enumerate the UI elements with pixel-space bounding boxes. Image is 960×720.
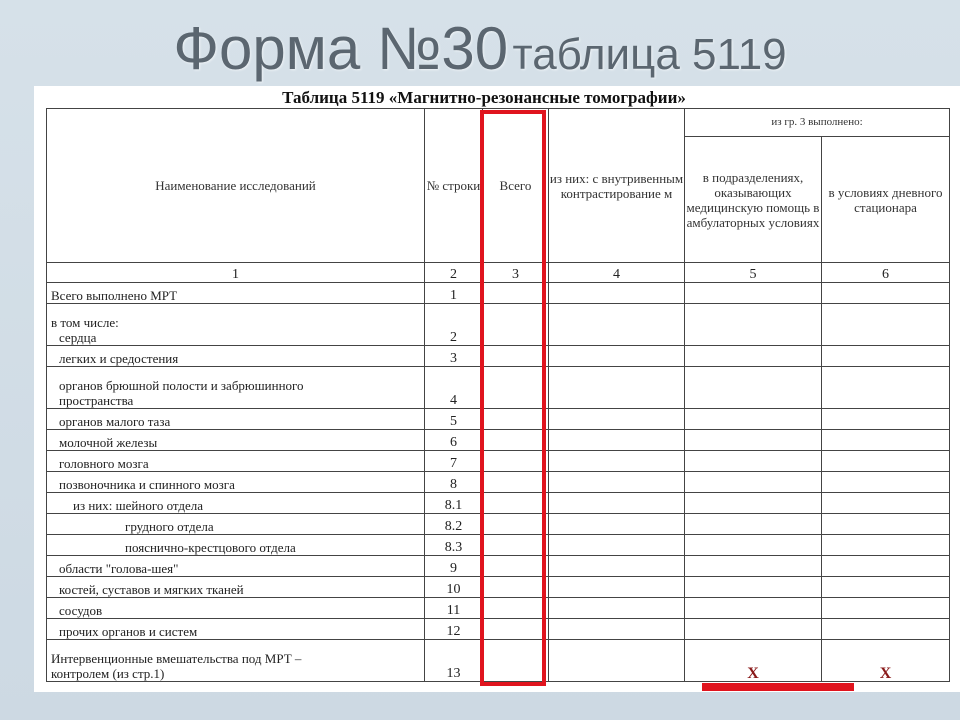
col-number: 2 bbox=[425, 263, 483, 283]
cell-contrast[interactable] bbox=[549, 283, 685, 304]
row-name-line: Интервенционные вмешательства под МРТ – bbox=[51, 651, 302, 666]
x-mark-underline bbox=[702, 683, 854, 691]
row-number: 10 bbox=[425, 577, 483, 598]
cell-ambulatory[interactable] bbox=[685, 598, 822, 619]
row-name: органов малого таза bbox=[47, 409, 425, 430]
row-number: 12 bbox=[425, 619, 483, 640]
row-number: 7 bbox=[425, 451, 483, 472]
cell-ambulatory[interactable] bbox=[685, 535, 822, 556]
row-number: 1 bbox=[425, 283, 483, 304]
row-name-line: органов брюшной полости и забрюшинного bbox=[59, 378, 304, 393]
row-number: 8 bbox=[425, 472, 483, 493]
cell-day-hospital[interactable] bbox=[822, 283, 950, 304]
cell-contrast[interactable] bbox=[549, 409, 685, 430]
row-name: позвоночника и спинного мозга bbox=[47, 472, 425, 493]
row-name bbox=[47, 304, 425, 346]
cell-ambulatory[interactable] bbox=[685, 556, 822, 577]
col-number: 1 bbox=[47, 263, 425, 283]
cell-ambulatory[interactable] bbox=[685, 367, 822, 409]
cell-day-hospital[interactable] bbox=[822, 493, 950, 514]
cell-ambulatory[interactable] bbox=[685, 451, 822, 472]
cell-day-hospital[interactable] bbox=[822, 304, 950, 346]
cell-day-hospital[interactable] bbox=[822, 451, 950, 472]
x-mark: X bbox=[747, 665, 759, 682]
cell-contrast[interactable] bbox=[549, 514, 685, 535]
row-number: 4 bbox=[425, 367, 483, 409]
cell-ambulatory[interactable] bbox=[685, 577, 822, 598]
row-number: 5 bbox=[425, 409, 483, 430]
col-number: 6 bbox=[822, 263, 950, 283]
row-number: 8.1 bbox=[425, 493, 483, 514]
header-group-of: из гр. 3 выполнено: bbox=[685, 109, 950, 137]
header-total: Всего bbox=[483, 109, 549, 263]
cell-day-hospital[interactable] bbox=[822, 619, 950, 640]
slide-title-main: Форма №30 bbox=[173, 15, 509, 82]
row-name-line: контролем (из стр.1) bbox=[51, 666, 165, 681]
cell-ambulatory[interactable] bbox=[685, 493, 822, 514]
cell-contrast[interactable] bbox=[549, 535, 685, 556]
slide-title-sub: таблица 5119 bbox=[512, 30, 787, 79]
row-name-line: пространства bbox=[59, 393, 134, 408]
cell-ambulatory[interactable] bbox=[685, 430, 822, 451]
cell-contrast[interactable] bbox=[549, 451, 685, 472]
row-name: костей, суставов и мягких тканей bbox=[47, 577, 425, 598]
cell-ambulatory[interactable] bbox=[685, 409, 822, 430]
row-number: 3 bbox=[425, 346, 483, 367]
row-number: 11 bbox=[425, 598, 483, 619]
cell-ambulatory bbox=[685, 640, 822, 682]
cell-ambulatory[interactable] bbox=[685, 304, 822, 346]
cell-day-hospital bbox=[822, 640, 950, 682]
row-number: 2 bbox=[425, 304, 483, 346]
row-name: легких и средостения bbox=[47, 346, 425, 367]
row-name: из них: шейного отдела bbox=[47, 493, 425, 514]
cell-day-hospital[interactable] bbox=[822, 367, 950, 409]
row-name: сосудов bbox=[47, 598, 425, 619]
total-column-highlight bbox=[480, 110, 546, 686]
header-name: Наименование исследований bbox=[47, 109, 425, 263]
col-number: 5 bbox=[685, 263, 822, 283]
cell-day-hospital[interactable] bbox=[822, 577, 950, 598]
cell-contrast[interactable] bbox=[549, 472, 685, 493]
cell-day-hospital[interactable] bbox=[822, 409, 950, 430]
cell-contrast[interactable] bbox=[549, 367, 685, 409]
slide-title bbox=[0, 14, 960, 83]
row-name bbox=[47, 640, 425, 682]
x-mark: X bbox=[879, 665, 892, 682]
row-name-line: сердца bbox=[59, 330, 97, 345]
cell-ambulatory[interactable] bbox=[685, 283, 822, 304]
cell-ambulatory[interactable] bbox=[685, 472, 822, 493]
row-name: молочной железы bbox=[47, 430, 425, 451]
cell-contrast[interactable] bbox=[549, 304, 685, 346]
cell-contrast[interactable] bbox=[549, 619, 685, 640]
row-name: прочих органов и систем bbox=[47, 619, 425, 640]
cell-contrast[interactable] bbox=[549, 493, 685, 514]
row-name: головного мозга bbox=[47, 451, 425, 472]
row-name: пояснично-крестцового отдела bbox=[47, 535, 425, 556]
row-number: 8.3 bbox=[425, 535, 483, 556]
header-row-no: № строки bbox=[425, 109, 483, 263]
col-number: 3 bbox=[483, 263, 549, 283]
row-number: 9 bbox=[425, 556, 483, 577]
row-name bbox=[47, 367, 425, 409]
header-ambulatory: в подразделениях, оказывающих медицинскую помощь в амбулаторных условиях bbox=[685, 137, 822, 263]
cell-contrast[interactable] bbox=[549, 640, 685, 682]
cell-day-hospital[interactable] bbox=[822, 535, 950, 556]
header-day-hospital: в условиях дневного стационара bbox=[822, 137, 950, 263]
cell-contrast[interactable] bbox=[549, 598, 685, 619]
row-number: 8.2 bbox=[425, 514, 483, 535]
row-number: 13 bbox=[425, 640, 483, 682]
cell-ambulatory[interactable] bbox=[685, 346, 822, 367]
row-name-line: в том числе: bbox=[51, 315, 119, 330]
cell-ambulatory[interactable] bbox=[685, 619, 822, 640]
cell-day-hospital[interactable] bbox=[822, 598, 950, 619]
row-name: грудного отдела bbox=[47, 514, 425, 535]
cell-contrast[interactable] bbox=[549, 556, 685, 577]
cell-day-hospital[interactable] bbox=[822, 430, 950, 451]
row-name: Всего выполнено МРТ bbox=[47, 283, 425, 304]
header-contrast: из них: с внутривенным контрастирование м bbox=[549, 109, 685, 263]
cell-contrast[interactable] bbox=[549, 430, 685, 451]
row-name: области "голова-шея" bbox=[47, 556, 425, 577]
cell-ambulatory[interactable] bbox=[685, 514, 822, 535]
col-number: 4 bbox=[549, 263, 685, 283]
cell-day-hospital[interactable] bbox=[822, 346, 950, 367]
row-number: 6 bbox=[425, 430, 483, 451]
table-caption: Таблица 5119 «Магнитно-резонансные томографии» bbox=[282, 88, 686, 107]
cell-day-hospital[interactable] bbox=[822, 472, 950, 493]
cell-day-hospital[interactable] bbox=[822, 556, 950, 577]
cell-contrast[interactable] bbox=[549, 346, 685, 367]
cell-day-hospital[interactable] bbox=[822, 514, 950, 535]
cell-contrast[interactable] bbox=[549, 577, 685, 598]
